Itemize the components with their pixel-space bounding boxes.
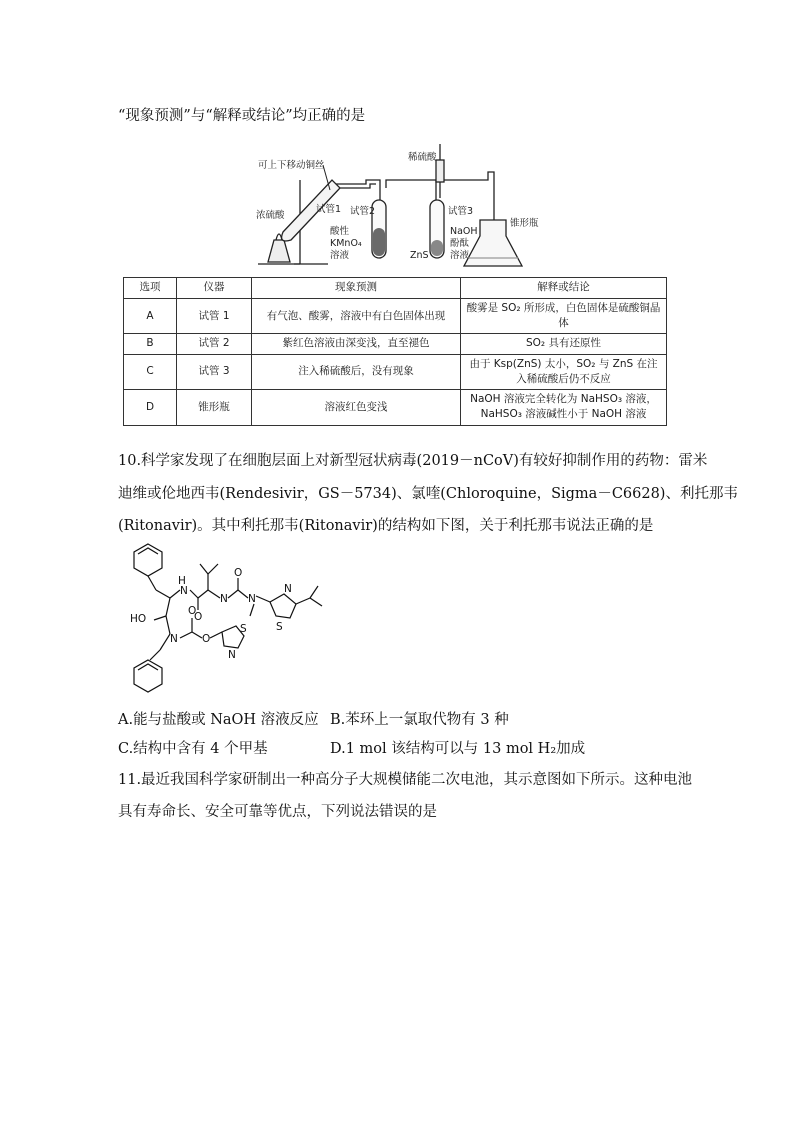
cell-explanation: NaOH 溶液完全转化为 NaHSO₃ 溶液，NaHSO₃ 溶液碱性小于 NaOH 溶液	[461, 390, 667, 425]
table-row	[124, 354, 667, 389]
cell-option: A	[124, 299, 177, 334]
table-row	[124, 299, 667, 334]
label-naoh-3: 溶液	[450, 250, 470, 261]
atom-n2: N	[220, 593, 228, 605]
atom-h1: H	[178, 575, 186, 587]
header-explanation: 解释或结论	[461, 278, 667, 299]
label-kmno4-3: 溶液	[330, 250, 350, 261]
cell-prediction: 注入稀硫酸后，没有现象	[252, 354, 461, 389]
cell-instrument: 试管 3	[177, 354, 252, 389]
atom-ho: HO	[130, 613, 147, 625]
label-tube2: 试管2	[350, 206, 376, 217]
atom-o4: O	[202, 633, 211, 645]
label-dilute-acid: 稀硫酸	[408, 152, 437, 163]
cell-prediction: 紫红色溶液由深变浅，直至褪色	[252, 334, 461, 354]
question-9-table	[123, 277, 667, 426]
cell-option: C	[124, 354, 177, 389]
question-10-line1: 10.科学家发现了在细胞层面上对新型冠状病毒(2019－nCoV)有较好抑制作用的药物：雷米	[118, 453, 708, 469]
table-row	[124, 390, 667, 425]
option-b: B.苯环上一氯取代物有 3 种	[330, 712, 509, 728]
atom-n6: N	[228, 649, 236, 661]
header-instrument: 仪器	[177, 278, 252, 299]
table-row	[124, 334, 667, 354]
question-10-line2: 迪维或伦地西韦(Rendesivir，GS－5734)、氯喹(Chloroquine，Sigma－C6628)、利托那韦	[118, 486, 738, 502]
apparatus-diagram	[118, 140, 678, 278]
label-flask: 锥形瓶	[510, 218, 539, 229]
atom-n1: N	[180, 585, 188, 597]
atom-n3: N	[248, 593, 256, 605]
cell-explanation: SO₂ 具有还原性	[461, 334, 667, 354]
question-9-stem: “现象预测”与“解释或结论”均正确的是	[118, 108, 366, 124]
cell-option: D	[124, 390, 177, 425]
atom-o3: O	[188, 605, 197, 617]
header-option: 选项	[124, 278, 177, 299]
ritonavir-structure	[118, 538, 348, 698]
option-a: A.能与盐酸或 NaOH 溶液反应	[118, 712, 319, 728]
label-conc-acid: 浓硫酸	[256, 210, 285, 221]
cell-prediction: 有气泡、酸雾，溶液中有白色固体出现	[252, 299, 461, 334]
question-11-line1: 11.最近我国科学家研制出一种高分子大规模储能二次电池，其示意图如下所示。这种电池	[118, 772, 693, 788]
table-header-row	[124, 278, 667, 299]
cell-instrument: 试管 1	[177, 299, 252, 334]
cell-explanation: 由于 Ksp(ZnS) 太小，SO₂ 与 ZnS 在注入稀硫酸后仍不反应	[461, 354, 667, 389]
cell-instrument: 试管 2	[177, 334, 252, 354]
label-tube3: 试管3	[448, 206, 474, 217]
cell-explanation: 酸雾是 SO₂ 所形成，白色固体是硫酸铜晶体	[461, 299, 667, 334]
cell-instrument: 锥形瓶	[177, 390, 252, 425]
label-zns: ZnS	[410, 250, 429, 261]
option-d: D.1 mol 该结构可以与 13 mol H₂加成	[330, 741, 586, 757]
option-c: C.结构中含有 4 个甲基	[118, 741, 268, 757]
label-tube1: 试管1	[316, 204, 342, 215]
atom-s1: S	[276, 621, 283, 633]
header-prediction: 现象预测	[252, 278, 461, 299]
atom-s2: S	[240, 623, 247, 635]
atom-n5: N	[170, 633, 178, 645]
question-11-line2: 具有寿命长、安全可靠等优点，下列说法错误的是	[118, 804, 437, 820]
label-wire: 可上下移动铜丝	[258, 160, 325, 171]
cell-option: B	[124, 334, 177, 354]
atom-o1: O	[194, 611, 203, 623]
label-naoh-2: 酚酞	[450, 238, 470, 249]
label-naoh-1: NaOH	[450, 226, 478, 237]
cell-prediction: 溶液红色变浅	[252, 390, 461, 425]
label-kmno4-1: 酸性	[330, 226, 350, 237]
atom-o2: O	[234, 567, 243, 579]
label-kmno4-2: KMnO₄	[330, 238, 362, 249]
question-10-line3: (Ritonavir)。其中利托那韦(Ritonavir)的结构如下图，关于利托那韦说法正确的是	[118, 518, 654, 534]
atom-n4: N	[284, 583, 292, 595]
